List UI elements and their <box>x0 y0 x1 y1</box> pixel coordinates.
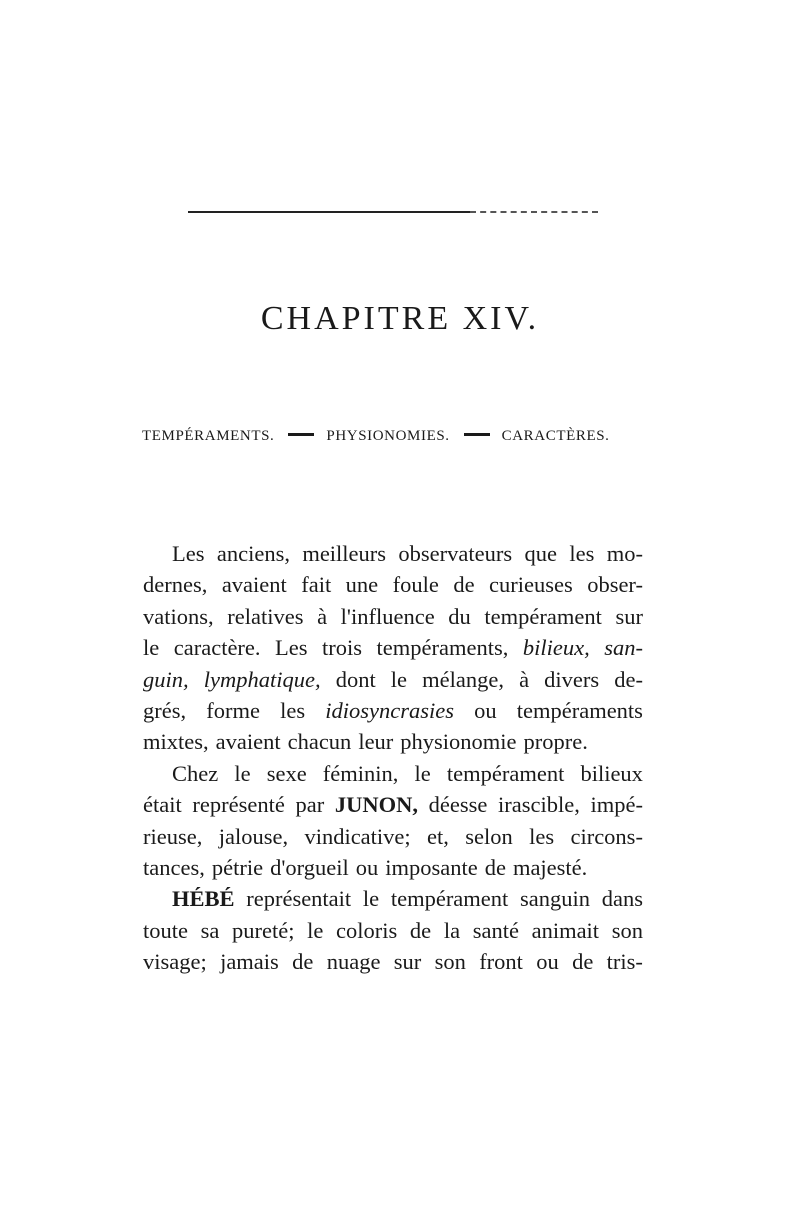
word: chacun <box>287 729 352 755</box>
word: jamais <box>220 949 279 975</box>
word: le <box>414 760 431 786</box>
word: HÉBÉ <box>172 886 235 912</box>
word: représenté <box>192 792 285 818</box>
word: front <box>479 949 523 975</box>
word: mo- <box>606 541 643 566</box>
text-line <box>143 852 643 883</box>
word: nuage <box>326 949 381 975</box>
word: d'orgueil <box>270 854 349 880</box>
word: physionomie <box>400 729 517 755</box>
word: majesté. <box>512 854 588 880</box>
word: de- <box>614 666 643 692</box>
word: divers <box>544 666 600 692</box>
word: ou <box>474 697 497 723</box>
word: une <box>345 572 379 598</box>
word: pétrie <box>211 854 264 880</box>
word: dernes, <box>143 572 208 598</box>
word: de <box>292 949 314 975</box>
em-dash <box>464 433 490 436</box>
word: obser- <box>587 572 643 598</box>
word: relatives <box>227 603 304 629</box>
word: toute <box>143 917 188 943</box>
word: san- <box>604 635 643 661</box>
word: à <box>519 666 530 692</box>
word: sur <box>615 603 643 629</box>
word: observateurs <box>398 541 513 566</box>
text-line <box>143 632 643 663</box>
word: Les <box>275 635 308 661</box>
word: les <box>569 541 595 566</box>
word: de <box>572 949 594 975</box>
text-line <box>143 789 643 820</box>
word: rieuse, <box>143 823 203 849</box>
word: sa <box>200 917 220 943</box>
word: imposante <box>385 854 478 880</box>
word: le <box>307 917 324 943</box>
word: l'influence <box>340 603 435 629</box>
word: bilieux, <box>522 635 590 661</box>
word: tempérament <box>446 760 565 786</box>
text-line <box>143 758 643 789</box>
word: tempérament <box>484 603 602 629</box>
word: tempéraments <box>516 697 643 723</box>
word: irascible, <box>497 792 580 818</box>
word: pureté; <box>232 917 295 943</box>
text-line <box>143 538 643 569</box>
word: vindicative; <box>304 823 411 849</box>
word: ou <box>355 854 379 880</box>
word: le <box>390 666 408 692</box>
word: trois <box>322 635 363 661</box>
text-line <box>143 883 643 914</box>
word: de <box>453 572 475 598</box>
word: vations, <box>143 603 214 629</box>
word: les <box>529 823 555 849</box>
word: tances, <box>143 854 205 880</box>
word: impé- <box>590 792 643 818</box>
word: anciens, <box>216 541 290 566</box>
word: mélange, <box>422 666 504 692</box>
word: déesse <box>428 792 488 818</box>
word: caractère. <box>173 635 261 661</box>
word: son <box>611 917 643 943</box>
word: guin, <box>143 666 189 692</box>
text-line <box>143 695 643 726</box>
word: sanguin <box>520 886 590 912</box>
subtitle-part-physionomies: PHYSIONOMIES. <box>326 428 450 444</box>
word: représentait <box>246 886 352 912</box>
word: grés, <box>143 697 187 723</box>
text-line <box>143 601 643 632</box>
text-line <box>143 915 643 946</box>
word: sexe <box>266 760 307 786</box>
word: son <box>434 949 466 975</box>
subtitle-part-temperaments: TEMPÉRAMENTS. <box>142 428 275 444</box>
word: de <box>484 854 506 880</box>
word: leur <box>358 729 394 755</box>
word: curieuses <box>489 572 573 598</box>
word: circons- <box>570 823 643 849</box>
word: fait <box>301 572 332 598</box>
word: bilieux <box>580 760 643 786</box>
text-line <box>143 569 643 600</box>
text-line <box>143 664 643 695</box>
chapter-body-text <box>143 538 643 977</box>
word: tempéraments, <box>376 635 509 661</box>
word: avaient <box>215 729 281 755</box>
word: idiosyncrasies <box>325 697 454 723</box>
word: visage; <box>143 949 207 975</box>
word: propre. <box>523 729 588 755</box>
word: santé <box>472 917 519 943</box>
word: animait <box>531 917 600 943</box>
word: mixtes, <box>143 729 209 755</box>
word: avaient <box>221 572 287 598</box>
word: le <box>362 886 380 912</box>
word: Chez <box>172 760 219 786</box>
word: forme <box>206 697 260 723</box>
word: jalouse, <box>218 823 289 849</box>
word: était <box>143 792 182 818</box>
text-line <box>143 946 643 977</box>
word: le <box>143 635 160 661</box>
subtitle-part-caracteres: CARACTÈRES. <box>501 428 610 444</box>
word: coloris <box>336 917 398 943</box>
word: dont <box>335 666 376 692</box>
word: la <box>443 917 461 943</box>
word: du <box>448 603 471 629</box>
word: de <box>409 917 432 943</box>
word: tris- <box>606 949 643 975</box>
word: Les <box>172 541 205 566</box>
text-line <box>143 726 643 757</box>
chapter-title: CHAPITRE XIV. <box>260 300 540 337</box>
word: et, <box>427 823 449 849</box>
word: lymphatique, <box>203 666 321 692</box>
word: meilleurs <box>302 541 387 566</box>
word: sur <box>393 949 422 975</box>
chapter-subtitle <box>142 428 662 445</box>
word: foule <box>392 572 439 598</box>
text-line <box>143 821 643 852</box>
em-dash <box>288 433 314 436</box>
word: tempérament <box>390 886 509 912</box>
word: les <box>280 697 306 723</box>
word: que <box>524 541 557 566</box>
word: à <box>317 603 328 629</box>
word: JUNON, <box>334 792 418 818</box>
word: féminin, <box>322 760 399 786</box>
word: par <box>295 792 325 818</box>
word: le <box>234 760 251 786</box>
chapter-separator-rule-fade <box>470 211 598 213</box>
word: ou <box>536 949 559 975</box>
word: selon <box>465 823 513 849</box>
word: dans <box>601 886 643 912</box>
